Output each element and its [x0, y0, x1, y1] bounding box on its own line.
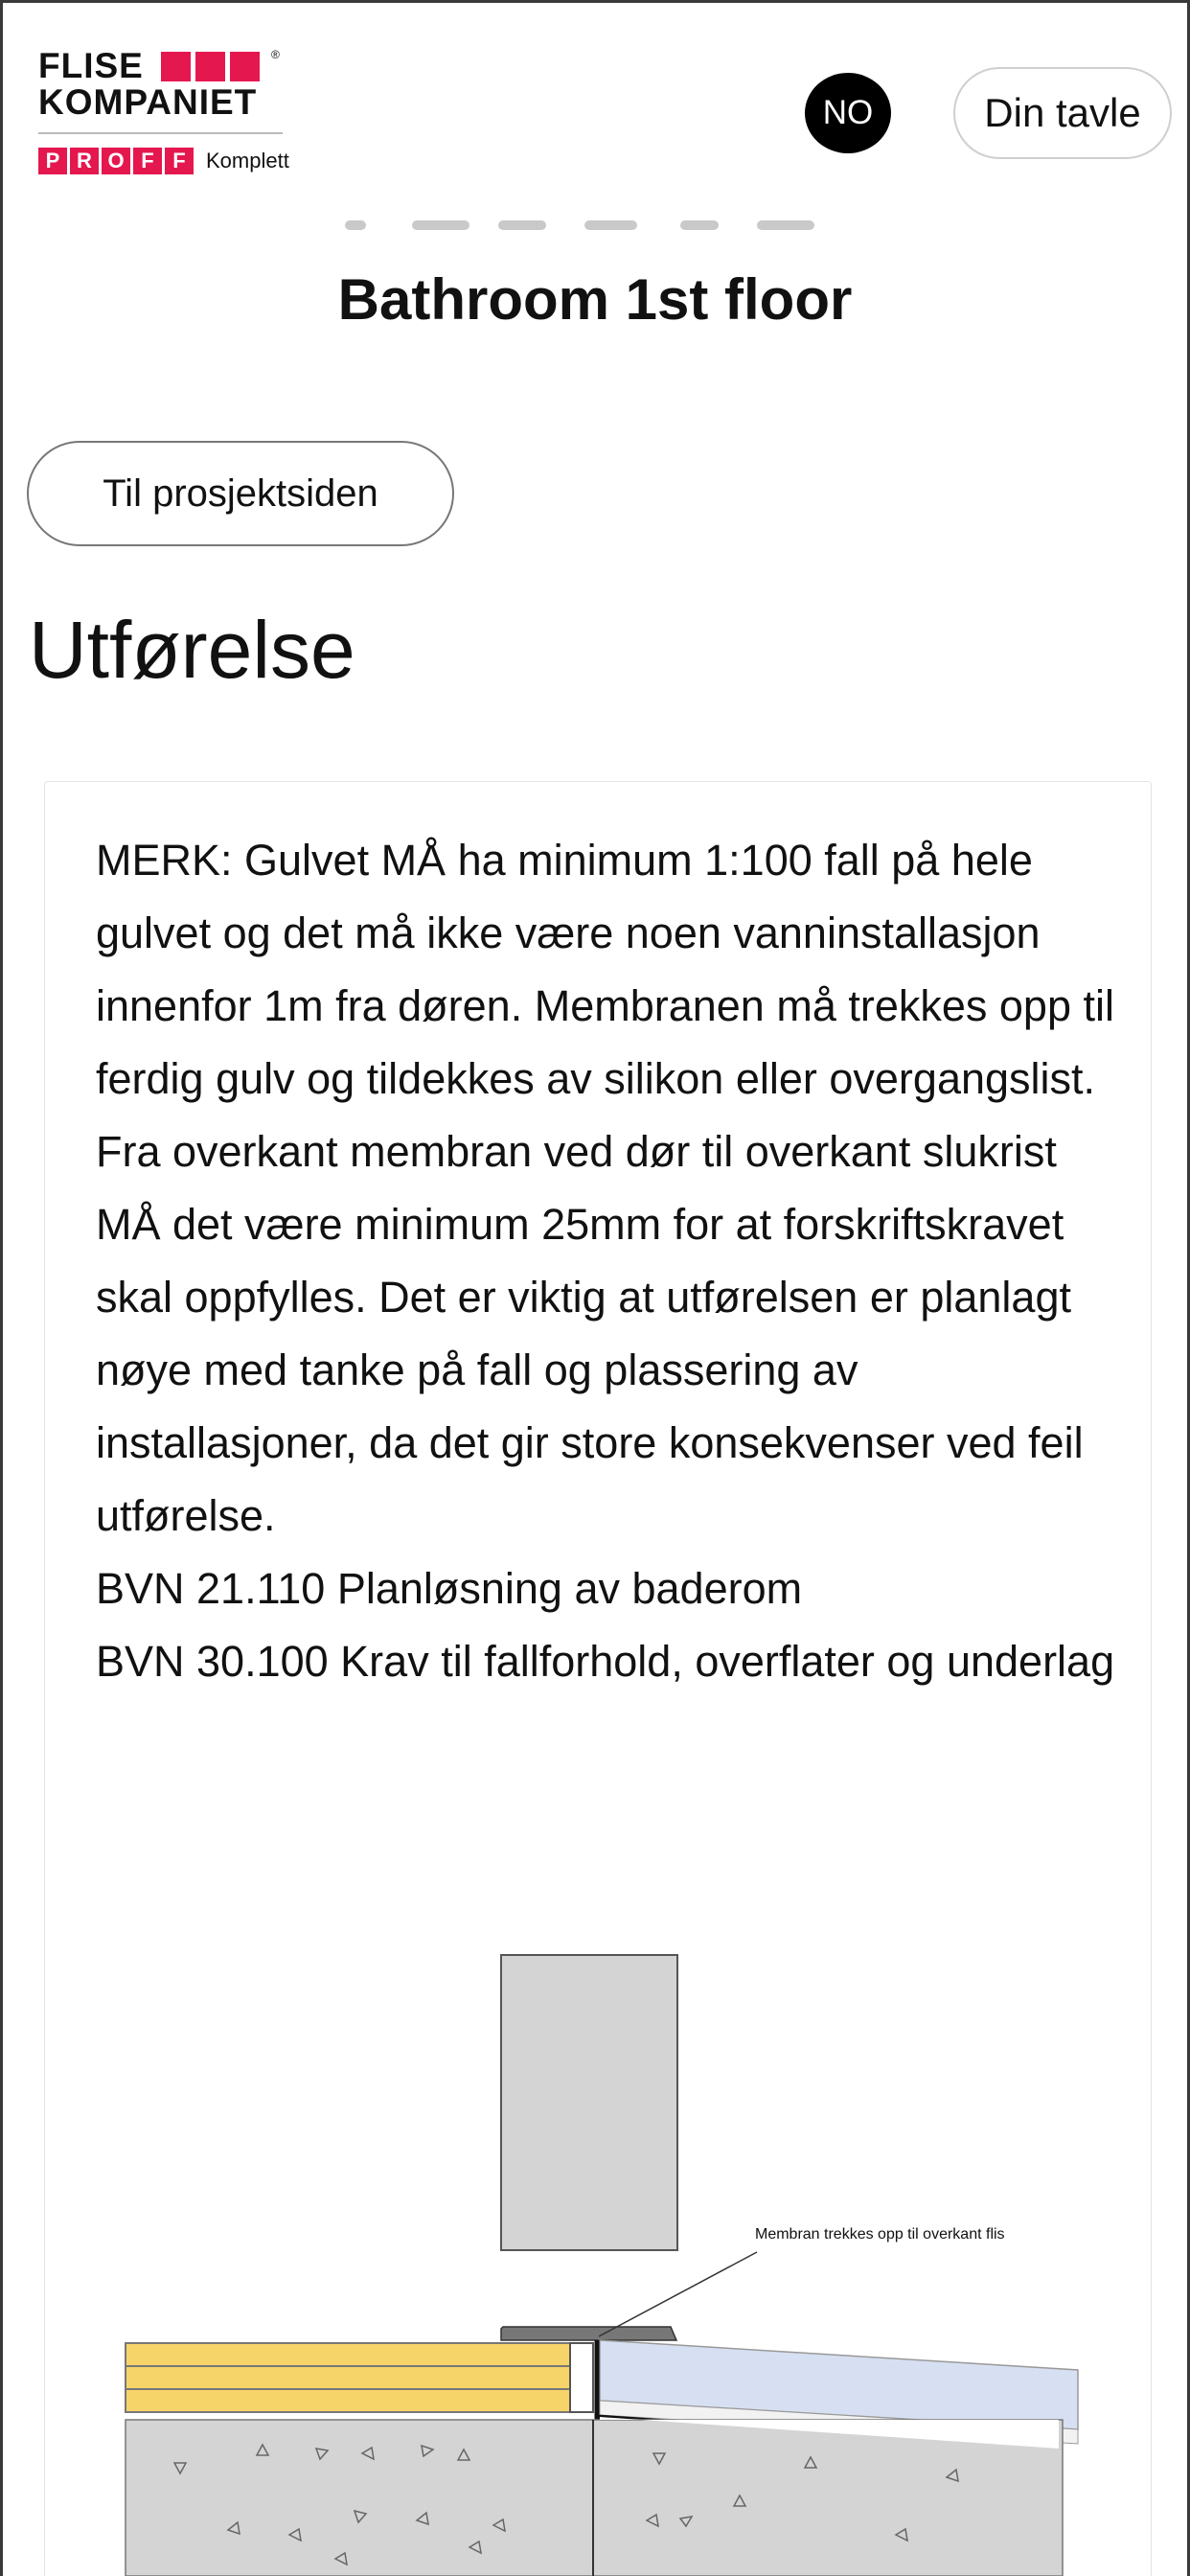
proff-letter: P — [38, 148, 67, 174]
logo-squares — [161, 52, 260, 81]
proff-letter: O — [102, 148, 130, 174]
threshold-diagram — [115, 1945, 1092, 2576]
proff-letter: R — [70, 148, 99, 174]
instruction-paragraph: MERK: Gulvet MÅ ha minimum 1:100 fall på hele gulvet og det må ikke være noen vanninstallasjon innenfor 1m fra døren. Membranen må trekkes opp til ferdig gulv og tildekkes av silikon eller overgangslist. Fra overkant membran ved dør til overkant slukrist MÅ det være minimum 25mm for at forskriftskravet skal oppfylles. Det er viktig at utførelsen er planlagt nøye med tanke på fall og plassering av installasjoner, da det gir store konsekvenser ved feil utførelse. — [96, 836, 1114, 1540]
reference-link: BVN 21.110 Planløsning av baderom — [96, 1564, 803, 1613]
din-tavle-button[interactable]: Din tavle — [953, 67, 1172, 159]
logo-square — [230, 52, 260, 81]
logo-divider — [38, 132, 283, 134]
back-to-project-button[interactable]: Til prosjektsiden — [27, 441, 454, 546]
threshold-cap — [501, 2327, 676, 2340]
logo-square — [161, 52, 191, 81]
door-shape — [501, 1955, 677, 2250]
scrolled-title-remnant — [345, 201, 853, 230]
logo-line-1: FLISE — [38, 46, 144, 85]
logo-line-2: KOMPANIET — [38, 82, 258, 122]
proff-letter: F — [165, 148, 194, 174]
proff-letter: F — [133, 148, 162, 174]
flisekompaniet-logo[interactable] — [38, 48, 287, 182]
reference-link: BVN 30.100 Krav til fallforhold, overflater og underlag — [96, 1637, 1115, 1686]
wood-floor — [126, 2343, 593, 2412]
logo-square — [195, 52, 225, 81]
instruction-text — [96, 824, 1131, 1698]
diagram-annotation: Membran trekkes opp til overkant flis — [755, 2226, 1005, 2242]
site-header — [0, 0, 1190, 196]
page-title: Bathroom 1st floor — [337, 267, 853, 332]
komplett-label: Komplett — [206, 149, 289, 172]
logo-registered-mark: ® — [271, 48, 280, 61]
proff-komplett-logo — [38, 148, 289, 174]
section-heading: Utførelse — [29, 605, 355, 695]
threshold-post — [570, 2343, 593, 2412]
language-selector-button[interactable]: NO — [805, 73, 891, 153]
annotation-leader — [599, 2252, 757, 2336]
